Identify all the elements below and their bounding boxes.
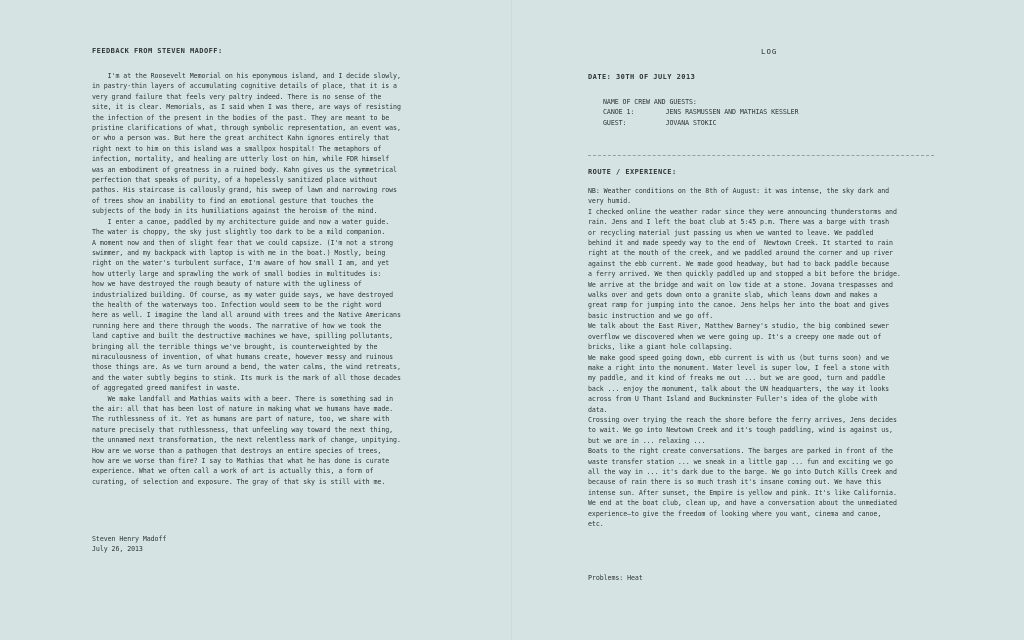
signature-block [92,534,166,555]
guest-value: JOVANA STOKIC [665,118,717,127]
feedback-line: the unnamed next transformation, the next relentless mark of change, unpitying. [92,436,401,445]
log-line: rain. Jens and I left the boat club at 5:45 p.m. There was a barge with trash [588,218,890,227]
feedback-line: The ruthlessness of it. Yet as humans are part of nature, too, we share with [92,415,390,424]
log-header: LOG [761,47,778,56]
log-line: experience—to give the freedom of looking where you want, cinema and canoe, [588,509,882,518]
crew-heading: NAME OF CREW AND GUESTS: [603,98,697,106]
log-line: across from U Thant Island and Buckminster Fuller's idea of the globe with [588,395,878,404]
log-line: all the way in ... it's dark due to the barge. We go into Dutch Kills Creek and [588,467,897,476]
log-line: very humid. [588,197,632,206]
log-line: We talk about the East River, Matthew Barney's studio, the big combined sewer [588,322,890,331]
feedback-line: those things are. As we turn around a bend, the water calms, the wind retreats, [92,363,401,372]
feedback-line: experience. What we often call a work of art is actually this, a form of [92,467,374,476]
feedback-line: nature precisely that ruthlessness, that unfeeling way toward the next thing, [92,425,394,434]
log-line: behind it and made speedy way to the end of Newtown Creek. It started to rain [588,239,893,248]
feedback-line: We make landfall and Mathias waits with a beer. There is something sad in [92,394,394,403]
log-line: to wait. We go into Newtown Creek and it's tough paddling, wind is against us, [588,426,893,435]
log-line: intense sun. After sunset, the Empire is yellow and pink. It's like California. [588,488,897,497]
feedback-line: the air: all that has been lost of nature in making what we humans have made. [92,405,394,413]
feedback-line: The water is choppy, the sky just slightly too dark to be a mild companion. [92,228,386,237]
feedback-line: A moment now and then of slight fear that we could capsize. (I'm not a strong [92,238,394,247]
feedback-line: How are we worse than a pathogen that destroys an entire species of trees, [92,446,382,455]
feedback-line: land captive and built the destructive machines we have, spilling pollutants, [92,332,394,341]
feedback-line: perfection that speaks of purity, of a hopelessly sanitized place without [92,176,378,185]
guest-label: GUEST: [603,118,627,127]
log-line: waste transfer station ... we sneak in a little gap ... fun and exciting we go [588,457,893,466]
feedback-title: FEEDBACK FROM STEVEN MADOFF: [92,47,223,55]
feedback-line: of aggregated greed manifest in waste. [92,384,241,393]
feedback-line: miraculousness of invention, of what humans create, however messy and ruinous [92,352,394,361]
feedback-line: here as well. I imagine the land all around with trees and the Native Americans [92,311,401,320]
canoe-label: CANOE 1: [603,108,635,117]
log-line: overflow we discovered when we were going up. It's a creepy one made out of [588,332,882,341]
feedback-line: right next to him on this island was a smallpox hospital! The metaphors of [92,144,382,153]
feedback-line: running here and there through the woods. The narrative of how we took the [92,321,382,330]
section-divider [588,155,934,156]
feedback-line: I'm at the Roosevelt Memorial on his eponymous island, and I decide slowly, [92,72,401,80]
log-line: Crossing over trying the reach the shore before the ferry arrives, Jens decides [588,415,897,424]
crew-block [603,97,799,128]
log-line: great ramp for jumping into the canoe. Jens helps her into the boat and gives [588,301,890,310]
feedback-line: in pastry-thin layers of accumulating cognitive details of place, that it is a [92,82,397,91]
feedback-line: I enter a canoe, paddled by my architecture guide and now a water guide. [92,217,390,226]
log-line: back ... enjoy the monument, talk about the UN headquarters, the way it looks [588,384,890,393]
log-line: walks over and gets down onto a granite slab, which leans down and makes a [588,291,878,300]
feedback-line: swimmer, and my backpack with laptop is with me in the boat.) Mostly, being [92,248,386,257]
feedback-line: right on the water's turbulent surface, I'm aware of how small I am, and yet [92,259,390,268]
problems-line: Problems: Heat [588,574,643,582]
log-line: We end at the boat club, clean up, and have a conversation about the unmediated [588,499,897,508]
feedback-line: how we have destroyed the rough beauty of nature with the ugliness of [92,280,362,289]
feedback-line: how are we worse than fire? I say to Mathias that what he has done is curate [92,457,390,466]
log-line: bricks, like a giant hole collapsing. [588,343,733,352]
log-line: against the ebb current. We made good headway, but had to back paddle because [588,259,890,268]
log-line: right at the mouth of the creek, and we paddled around the corner and up river [588,249,893,258]
feedback-line: how utterly large and sprawling the work of small bodies in multitudes is: [92,269,382,278]
log-line: I checked online the weather radar since they were announcing thunderstorms and [588,207,897,216]
log-line: basic instruction and we go off. [588,311,714,320]
log-line: a ferry arrived. We then quickly paddled up and stopped a bit before the bridge. [588,270,901,279]
feedback-line: pristine clarifications of what, through symbolic representation, an event was, [92,124,401,133]
log-line: my paddle, and it kind of freaks me out ... but we are good, turn and paddle [588,374,886,383]
feedback-line: site, it is clear. Memorials, as I said when I was there, are ways of resisting [92,103,401,112]
page-gutter [511,0,513,640]
route-body [588,186,901,529]
feedback-line: and the water subtly begins to stink. Its murk is the mark of all those decades [92,373,401,382]
log-line: or recycling material just passing us when we wanted to leave. We paddled [588,228,874,237]
feedback-line: infection, mortality, and healing are utterly lost on him, while FDR himself [92,155,390,164]
log-line: make a right into the monument. Water level is super low, I feel a stone with [588,363,890,372]
feedback-line: bringing all the terrible things we've brought, is counterweighted by the [92,342,378,351]
feedback-line: was an embodiment of greatness in a ruined body. Kahn gives us the symmetrical [92,165,397,174]
log-line: etc. [588,520,604,528]
feedback-line: pathos. His staircase is callously grand, his sweep of lawn and narrowing rows [92,186,397,195]
log-date: DATE: 30TH OF JULY 2013 [588,73,696,81]
route-heading: ROUTE / EXPERIENCE: [588,168,677,176]
feedback-line: very grand failure that feels very paltry indeed. There is no sense of the [92,92,382,101]
feedback-line: curating, of selection and exposure. The gray of that sky is still with me. [92,477,386,486]
feedback-line: the health of the waterways too. Infection would seem to be the right word [92,300,382,309]
feedback-line: of trees show an inability to find an emotional gesture that touches the [92,196,374,205]
log-line: because of rain there is so much trash it's insane coming out. We have this [588,478,882,487]
feedback-line: industrialized building. Of course, as my water guide says, we have destroyed [92,290,394,299]
feedback-body [92,71,401,487]
feedback-line: the infection of the present in the bodies of the past. They are meant to be [92,113,390,122]
log-line: data. [588,405,608,414]
signature-name: Steven Henry Madoff [92,535,167,543]
log-line: NB: Weather conditions on the 8th of August: it was intense, the sky dark and [588,187,890,195]
log-line: We arrive at the bridge and wait on low tide at a stone. Jovana trespasses and [588,280,893,289]
canoe-value: JENS RASMUSSEN AND MATHIAS KESSLER [665,108,799,117]
log-line: but we are in ... relaxing ... [588,436,706,445]
log-line: Boats to the right create conversations. The barges are parked in front of the [588,447,893,456]
feedback-line: or who a person was. But here the great architect Kahn ignores entirely that [92,134,390,143]
feedback-line: subjects of the body in its humiliations against the heroism of the mind. [92,207,378,216]
signature-date: July 26, 2013 [92,545,143,554]
log-line: We make good speed going down, ebb current is with us (but turns soon) and we [588,353,890,362]
